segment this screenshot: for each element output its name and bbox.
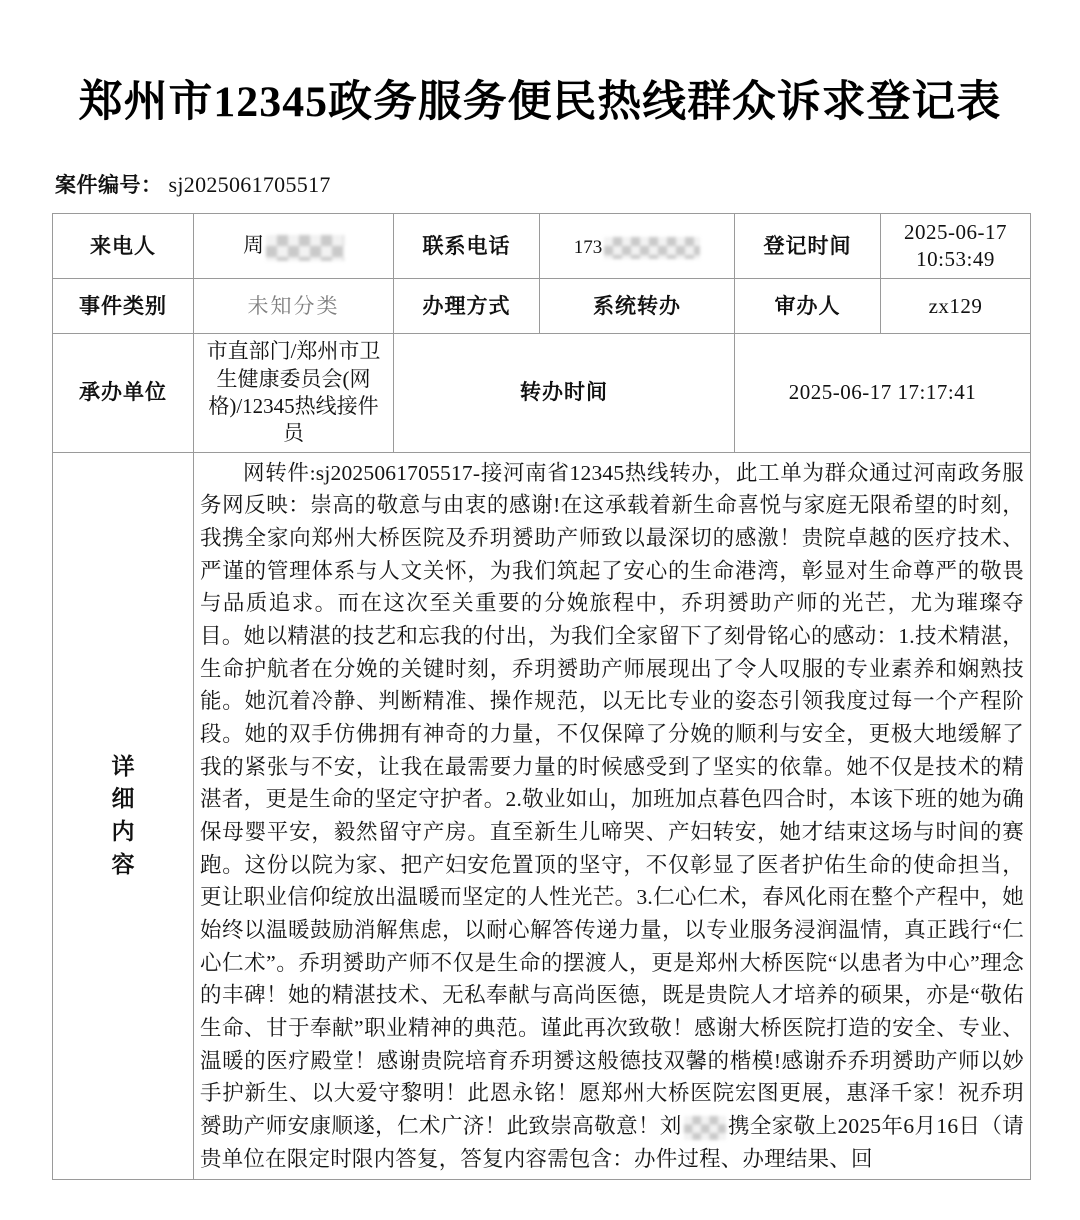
case-number-label: 案件编号： <box>55 173 163 198</box>
handling-unit-label: 承办单位 <box>53 334 194 452</box>
detail-content-label <box>53 452 194 1180</box>
detail-content-cell <box>194 452 1031 1180</box>
detail-content-text <box>200 457 1024 1176</box>
phone-label: 联系电话 <box>394 214 540 279</box>
registration-date: 2025-06-17 <box>904 220 1007 245</box>
registration-time-value <box>881 214 1031 279</box>
detail-label-char: 详 <box>111 753 135 780</box>
caller-value <box>194 214 394 279</box>
detail-label-char: 细 <box>111 786 135 813</box>
complaint-form-table <box>52 213 1031 1180</box>
caller-name-text: 周 <box>243 233 264 258</box>
table-row-detail <box>53 452 1031 1180</box>
redaction-mosaic-icon <box>604 237 700 259</box>
category-label: 事件类别 <box>53 279 194 334</box>
registration-time-label: 登记时间 <box>735 214 881 279</box>
registration-clock: 10:53:49 <box>916 247 995 272</box>
transfer-time-label: 转办时间 <box>394 334 735 452</box>
redaction-mosaic-icon <box>266 235 344 261</box>
detail-content-label-text <box>110 751 136 882</box>
table-row-unit <box>53 334 1031 452</box>
handling-method-value: 系统转办 <box>540 279 735 334</box>
transfer-time-value: 2025-06-17 17:17:41 <box>735 334 1031 452</box>
category-value: 未知分类 <box>194 279 394 334</box>
redaction-mosaic-icon <box>684 1116 726 1140</box>
reviewer-label: 审办人 <box>735 279 881 334</box>
detail-content-body <box>200 457 1024 1176</box>
detail-text-part1: 网转件:sj2025061705517-接河南省12345热线转办，此工单为群众通过河南政务服务网反映：崇高的敬意与由衷的感谢!在这承载着新生命喜悦与家庭无限希望的时刻，我携全家向郑州大桥医院及乔玥赟助产师致以最深切的感激！贵院卓越的医疗技术、严谨的管理体系与人文关怀，为我们筑起了安心的生命港湾，彰显对生命尊严的敬畏与品质追求。而在这次至关重要的分娩旅程中，乔玥赟助产师的光芒，尤为璀璨夺目。她以精湛的技艺和忘我的付出，为我们全家留下了刻骨铭心的感动：1.技术精湛，生命护航者在分娩的关键时刻，乔玥赟助产师展现出了令人叹服的专业素养和娴熟技能。她沉着冷静、判断精准、操作规范，以无比专业的姿态引领我度过每一个产程阶段。她的双手仿佛拥有神奇的力量，不仅保障了分娩的顺利与安全，更极大地缓解了我的紧张与不安，让我在最需要力量的时候感受到了坚实的依靠。她不仅是技术的精湛者，更是生命的坚定守护者。2.敬业如山，加班加点暮色四合时，本该下班的她为确保母婴平安，毅然留守产房。直至新生儿啼哭、产妇转安，她才结束这场与时间的赛跑。这份以院为家、把产妇安危置顶的坚守，不仅彰显了医者护佑生命的使命担当，更让职业信仰绽放出温暖而坚定的人性光芒。3.仁心仁术，春风化雨在整个产程中，她始终以温暖鼓励消解焦虑，以耐心解答传递力量，以专业服务浸润温情，真正践行“仁心仁术”。乔玥赟助产师不仅是生命的摆渡人，更是郑州大桥医院“以患者为中心”理念的丰碑！她的精湛技术、无私奉献与高尚医德，既是贵院人才培养的硕果，亦是“敬佑生命、甘于奉献”职业精神的典范。谨此再次致敬！感谢大桥医院打造的安全、专业、温暖的医疗殿堂！感谢贵院培育乔玥赟这般德技双馨的楷模!感谢乔乔玥赟助产师以妙手护新生、以大爱守黎明！此恩永铭！愿郑州大桥医院宏图更展，惠泽千家！祝乔玥赟助产师安康顺遂，仁术广济！此致崇高敬意！刘 <box>200 460 1024 1139</box>
caller-label: 来电人 <box>53 214 194 279</box>
handling-unit-value: 市直部门/郑州市卫生健康委员会(网格)/12345热线接件员 <box>194 334 394 452</box>
reviewer-value: zx129 <box>881 279 1031 334</box>
case-number-line <box>55 169 1080 199</box>
phone-prefix-text: 173 <box>573 236 603 258</box>
detail-label-char: 内 <box>111 819 135 846</box>
table-row-caller <box>53 214 1031 279</box>
case-number-value: sj2025061705517 <box>168 172 331 198</box>
detail-text-part2: 携全家敬上2025年6月16日（请贵单位在限定时限内答复，答复内容需包含：办件过程、办理结果、回 <box>200 1114 1024 1171</box>
table-row-category <box>53 279 1031 334</box>
handling-method-label: 办理方式 <box>394 279 540 334</box>
page-title: 郑州市12345政务服务便民热线群众诉求登记表 <box>78 79 1002 126</box>
detail-label-char: 容 <box>111 851 135 878</box>
phone-value <box>540 214 735 279</box>
